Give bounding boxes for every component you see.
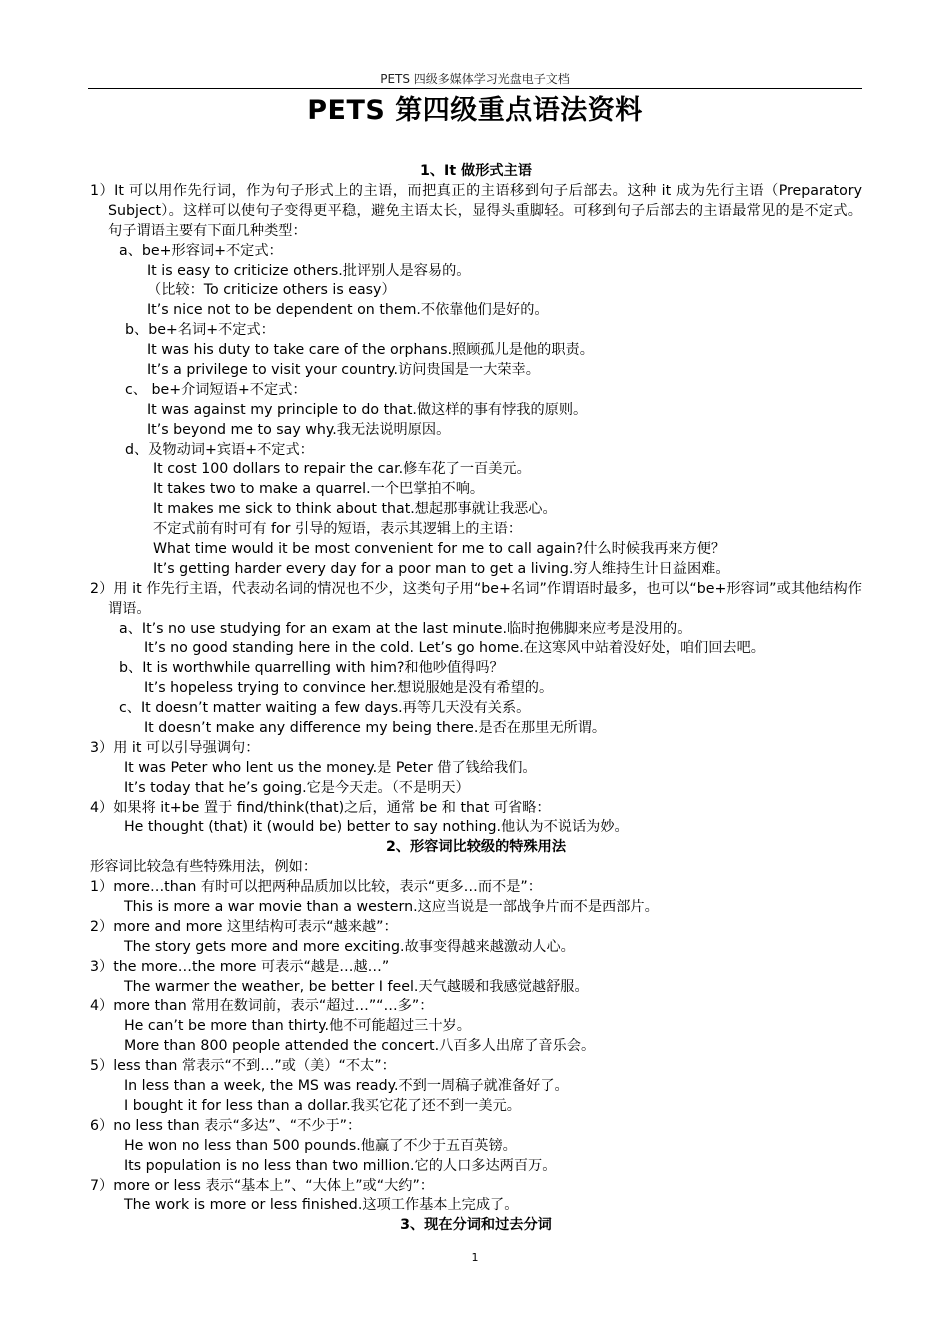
- section-heading: 3、现在分词和过去分词: [400, 1217, 552, 1234]
- text-line: It’s hopeless trying to convince her.想说服她是没有希望的。: [144, 680, 554, 697]
- text-line: 3）用 it 可以引导强调句：: [90, 739, 260, 756]
- text-line: He won no less than 500 pounds.他赢了不少于五百英镑。: [124, 1137, 517, 1154]
- text-line: The story gets more and more exciting.故事变得越来越激动人心。: [124, 938, 575, 955]
- text-line: The warmer the weather, be better I feel.天气越暖和我感觉越舒服。: [124, 978, 589, 995]
- text-line: It’s no good standing here in the cold. Let’s go home.在这寒风中站着没好处，咱们回去吧。: [144, 640, 765, 657]
- text-line: 1）more…than 有时可以把两种品质加以比较，表示“更多…而不是”：: [90, 879, 542, 896]
- text-line: It’s today that he’s going.它是今天走。（不是明天）: [124, 779, 470, 796]
- text-line: b、It is worthwhile quarrelling with him?和他吵值得吗？: [119, 660, 504, 677]
- text-line: 4）more than 常用在数词前，表示“超过…”“…多”：: [90, 998, 434, 1015]
- text-line: It was his duty to take care of the orphans.照顾孤儿是他的职责。: [147, 342, 594, 359]
- text-line: It’s a privilege to visit your country.访问贵国是一大荣幸。: [147, 361, 540, 378]
- text-line: 不定式前有时可有 for 引导的短语，表示其逻辑上的主语：: [153, 521, 523, 538]
- text-line: 4）如果将 it+be 置于 find/think(that)之后，通常 be 和 that 可省略：: [90, 799, 551, 816]
- text-line: It takes two to make a quarrel.一个巴掌拍不响。: [153, 481, 485, 498]
- text-line: 3）the more…the more 可表示“越是…越…”: [90, 958, 390, 975]
- text-line: a、be+形容词+不定式：: [119, 242, 283, 259]
- text-line: 1）It 可以用作先行词，作为句子形式上的主语，而把真正的主语移到句子后部去。这种 it 成为先行主语（Preparatory Subject）。这样可以使句子变得更平稳，避免主语太长，显得头重脚轻。可移到句子后部去的主语最常见的是不定式。句子谓语主要有下面几种类型：: [90, 182, 862, 239]
- text-line: It is easy to criticize others.批评别人是容易的。: [147, 262, 471, 279]
- text-line: 7）more or less 表示“基本上”、“大体上”或“大约”：: [90, 1177, 434, 1194]
- text-line: 2）more and more 这里结构可表示“越来越”：: [90, 918, 398, 935]
- section-heading: 2、形容词比较级的特殊用法: [385, 839, 567, 856]
- text-line: 5）less than 常表示“不到…”或（美）“不太”：: [90, 1058, 396, 1075]
- text-line: a、It’s no use studying for an exam at the last minute.临时抱佛脚来应考是没用的。: [119, 620, 692, 637]
- text-line: I bought it for less than a dollar.我买它花了还不到一美元。: [124, 1097, 521, 1114]
- text-line: This is more a war movie than a western.这应当说是一部战争片而不是西部片。: [124, 899, 659, 916]
- document-body: [90, 162, 862, 1236]
- document-title: PETS 第四级重点语法资料: [307, 95, 643, 126]
- text-line: More than 800 people attended the concert.八百多人出席了音乐会。: [124, 1038, 596, 1055]
- header-rule: [88, 88, 862, 89]
- text-line: The work is more or less finished.这项工作基本上完成了。: [124, 1197, 519, 1214]
- text-line: 形容词比较急有些特殊用法，例如：: [90, 859, 318, 876]
- text-line: b、be+名词+不定式：: [125, 322, 275, 339]
- text-line: It makes me sick to think about that.想起那事就让我恶心。: [153, 501, 557, 518]
- text-line: It was against my principle to do that.做这样的事有悖我的原则。: [147, 401, 588, 418]
- text-line: 6）no less than 表示“多达”、“不少于”：: [90, 1117, 362, 1134]
- text-line: 2）用 it 作先行主语，代表动名词的情况也不少，这类句子用“be+名词”作谓语时最多，也可以“be+形容词”或其他结构作谓语。: [90, 580, 862, 617]
- section-heading: 1、It 做形式主语: [420, 163, 532, 179]
- text-line: It doesn’t make any difference my being there.是否在那里无所谓。: [144, 720, 607, 737]
- text-line: It’s nice not to be dependent on them.不依靠他们是好的。: [147, 302, 549, 319]
- text-line: It was Peter who lent us the money.是 Peter 借了钱给我们。: [124, 759, 537, 776]
- page-number: 1: [471, 1251, 479, 1264]
- text-line: He can’t be more than thirty.他不可能超过三十岁。: [124, 1018, 471, 1035]
- text-line: It’s beyond me to say why.我无法说明原因。: [147, 421, 451, 438]
- text-line: c、 be+介词短语+不定式：: [125, 381, 307, 398]
- text-line: Its population is no less than two million.它的人口多达两百万。: [124, 1157, 557, 1174]
- text-line: c、It doesn’t matter waiting a few days.再等几天没有关系。: [119, 700, 531, 717]
- text-line: He thought (that) it (would be) better to say nothing.他认为不说话为妙。: [124, 819, 629, 836]
- text-line: It cost 100 dollars to repair the car.修车花了一百美元。: [153, 461, 531, 478]
- page-header: PETS 四级多媒体学习光盘电子文档: [380, 72, 570, 86]
- text-line: （比较：To criticize others is easy）: [147, 282, 396, 299]
- text-line: It’s getting harder every day for a poor man to get a living.穷人维持生计日益困难。: [153, 560, 730, 577]
- text-line: In less than a week, the MS was ready.不到一周稿子就准备好了。: [124, 1078, 569, 1095]
- text-line: What time would it be most convenient for me to call again?什么时候我再来方便？: [153, 540, 726, 557]
- text-line: d、及物动词+宾语+不定式：: [125, 441, 314, 458]
